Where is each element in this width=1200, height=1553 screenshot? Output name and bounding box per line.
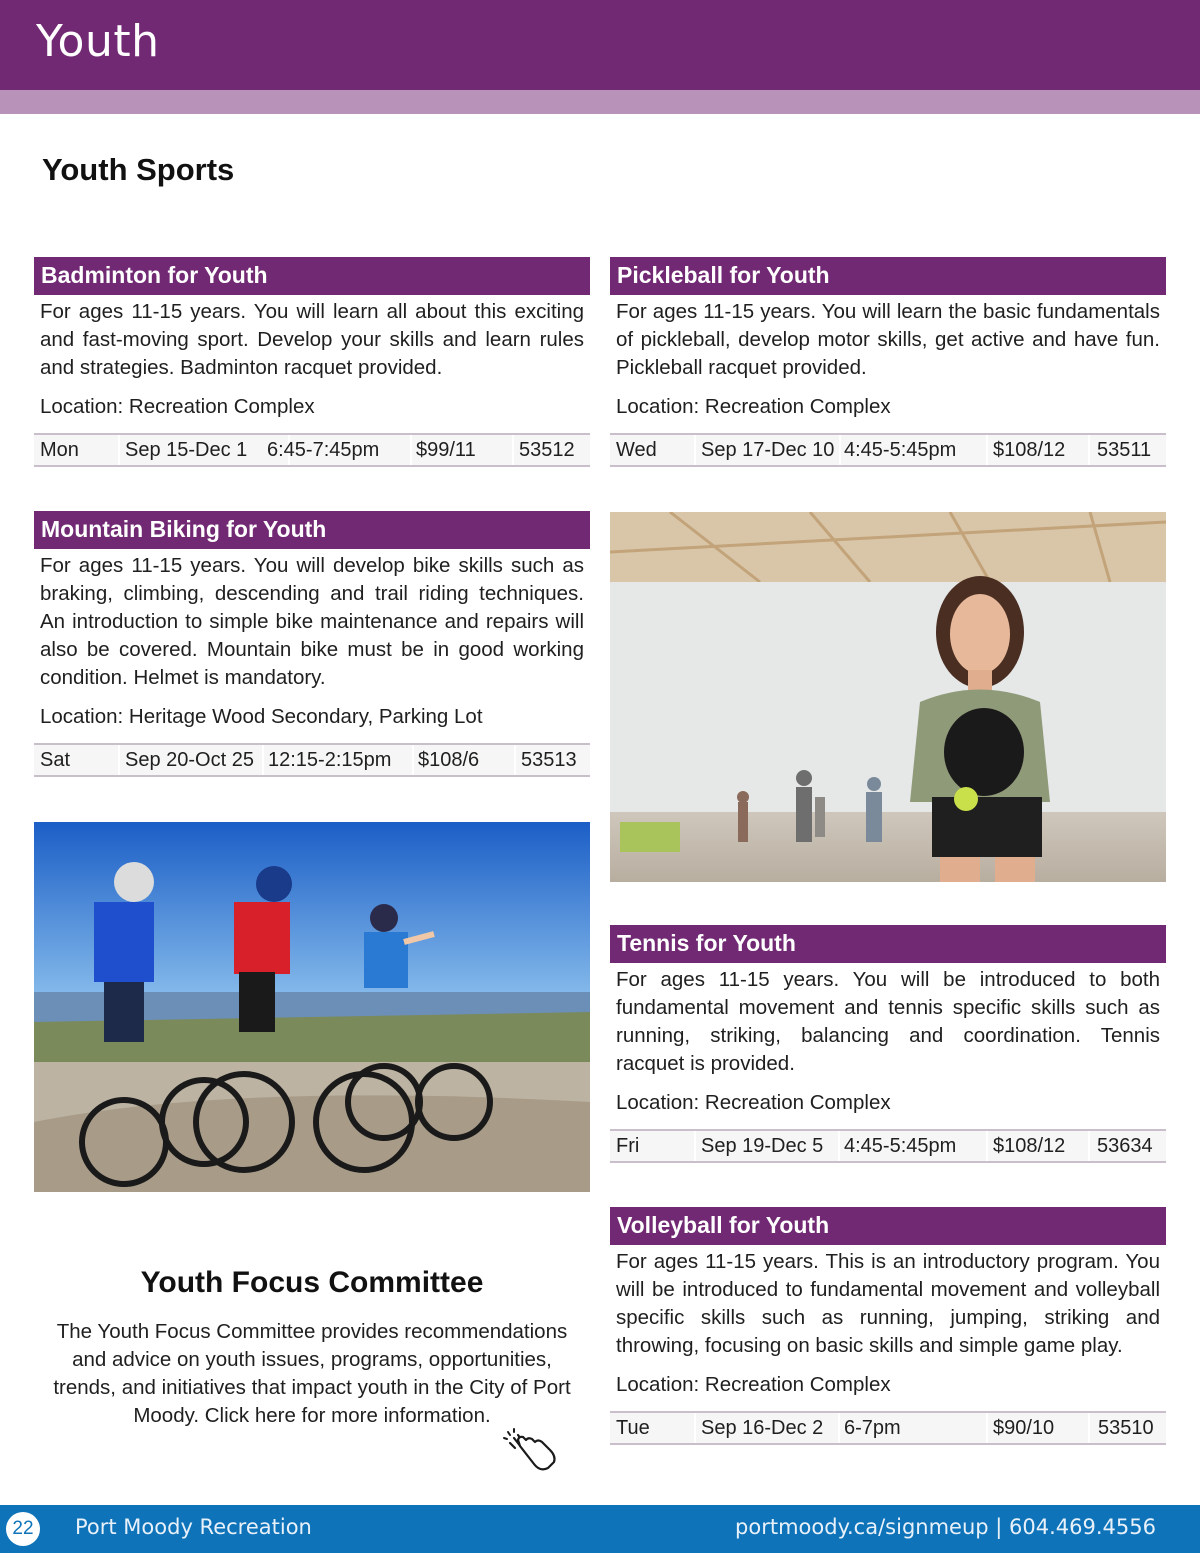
schedule-dates: Sep 20-Oct 25 [125,749,254,771]
program-title: Badminton for Youth [34,257,590,295]
pointing-hand-icon[interactable] [500,1426,558,1478]
schedule-day: Sat [40,749,71,771]
schedule-time: 12:15-2:15pm [268,749,392,771]
schedule-fee: $99/11 [416,439,476,461]
program-location: Location: Recreation Complex [40,395,315,418]
schedule-row [610,1411,1166,1445]
program-description: For ages 11-15 years. You will learn all about this exciting and fast-moving sport. Develop your skills and learn rules and strategies. Badminton racquet provided. [40,300,584,379]
schedule-fee: $90/10 [993,1417,1055,1439]
program-description: For ages 11-15 years. You will be introduced to both fundamental movement and tennis specific skills such as running, striking, balancing and coordination. Tennis racquet is provided. [616,968,1160,1075]
program-pickleball [610,257,1166,467]
program-location: Location: Heritage Wood Secondary, Parking Lot [40,705,483,728]
program-tennis [610,925,1166,1163]
schedule-fee: $108/12 [993,439,1066,461]
program-title: Tennis for Youth [610,925,1166,963]
schedule-fee: $108/6 [418,749,480,771]
schedule-time: 6:45-7:45pm [267,439,380,461]
schedule-day: Fri [616,1135,640,1157]
schedule-row [34,433,590,467]
schedule-day: Mon [40,439,79,461]
schedule-code[interactable]: 53634 [1097,1135,1153,1157]
page-number: 22 [6,1512,40,1546]
program-location: Location: Recreation Complex [616,1091,891,1114]
schedule-code[interactable]: 53511 [1097,439,1152,461]
program-description: For ages 11-15 years. You will learn the basic fundamentals of pickleball, develop motor skills, get active and have fun. Pickleball racquet provided. [616,300,1160,379]
section-title: Youth Sports [42,152,235,187]
program-volleyball [610,1207,1166,1445]
schedule-dates: Sep 16-Dec 2 [701,1417,824,1439]
footer-contact-link[interactable]: portmoody.ca/signmeup | 604.469.4556 [735,1515,1156,1539]
program-mountain-biking [34,511,590,777]
schedule-day: Tue [616,1417,650,1439]
header-bar [0,0,1200,90]
schedule-day: Wed [616,439,657,461]
committee-link-text[interactable]: The Youth Focus Committee provides recommendations and advice on youth issues, programs, opportunities, trends, and initiatives that impact youth in the City of Port Moody. Click here for more information. [53,1320,571,1427]
schedule-code[interactable]: 53513 [521,749,577,771]
schedule-fee: $108/12 [993,1135,1066,1157]
schedule-dates: Sep 17-Dec 10 [701,439,835,461]
schedule-time: 6-7pm [844,1417,901,1439]
committee-title: Youth Focus Committee [140,1266,484,1299]
footer-org-name: Port Moody Recreation [75,1515,312,1539]
program-location: Location: Recreation Complex [616,395,891,418]
mountain-biking-photo [34,822,590,1192]
schedule-code[interactable]: 53510 [1098,1417,1154,1439]
schedule-dates: Sep 19-Dec 5 [701,1135,824,1157]
schedule-time: 4:45-5:45pm [844,439,957,461]
schedule-time: 4:45-5:45pm [844,1135,957,1157]
program-title: Pickleball for Youth [610,257,1166,295]
program-description: For ages 11-15 years. This is an introductory program. You will be introduced to fundamental movement and volleyball specific skills such as running, jumping, striking and throwing, focusing on basic skills and simple game play. [616,1250,1160,1357]
program-description: For ages 11-15 years. You will develop bike skills such as braking, climbing, descending and trail riding techniques. An introduction to simple bike maintenance and repairs will also be covered. Mountain bike must be in good working condition. Helmet is mandatory. [40,554,584,689]
schedule-code[interactable]: 53512 [519,439,575,461]
pickleball-photo [610,512,1166,882]
program-location: Location: Recreation Complex [616,1373,891,1396]
program-badminton [34,257,590,467]
program-title: Mountain Biking for Youth [34,511,590,549]
schedule-dates: Sep 15-Dec 1 [125,439,248,461]
page-title: Youth [36,16,160,67]
header-accent-bar [0,90,1200,114]
schedule-row [34,743,590,777]
program-title: Volleyball for Youth [610,1207,1166,1245]
schedule-row [610,1129,1166,1163]
schedule-row [610,433,1166,467]
